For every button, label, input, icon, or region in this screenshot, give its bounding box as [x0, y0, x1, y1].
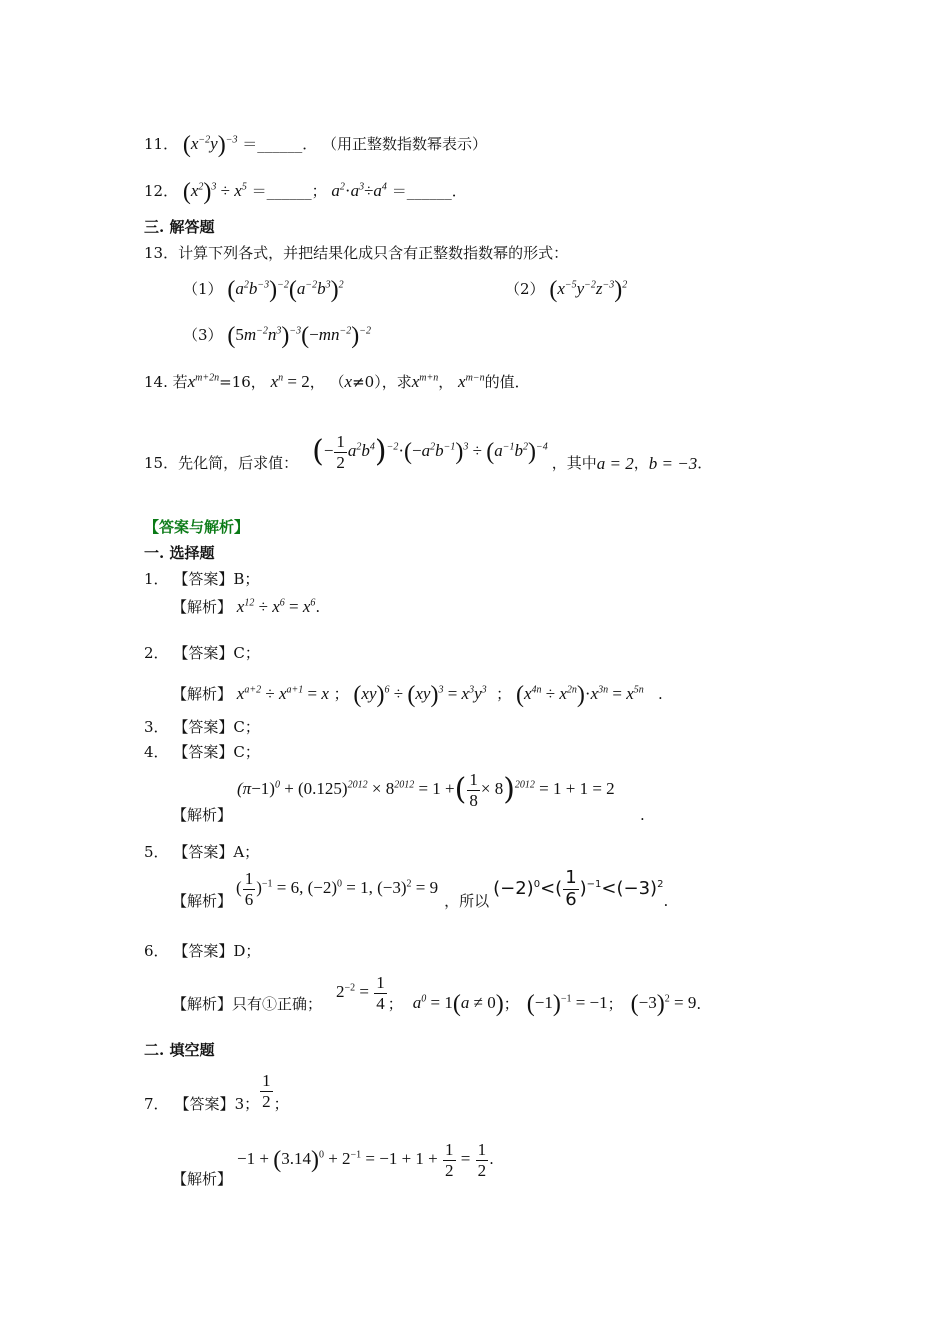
- q12-blank-2: ＝______．: [391, 181, 467, 200]
- a5-answer: [144, 845, 259, 860]
- q13-part-2-label: （2）: [505, 279, 545, 298]
- a6-exp-text: 只有①正确；: [232, 994, 323, 1013]
- a7-ans-fraction: $\frac{1}{2}$: [262, 1070, 271, 1111]
- a7-exp-label: 【解析】: [172, 1170, 233, 1188]
- q13-instruction: 13．计算下列各式，并把结果化成只含有正整数指数幂的形式：: [144, 244, 569, 262]
- q14-comma: ，: [438, 373, 454, 391]
- q11-expression: $(x^{-2}y)^{-3}$: [182, 132, 238, 158]
- a7-answer: 7． 【答案】 3； $\frac{1}{2}$ ；: [144, 1070, 289, 1113]
- a6-exp-label: 【解析】: [172, 994, 233, 1013]
- a2-ans-label: 【答案】: [173, 644, 234, 662]
- a5-exp-expression-1: ( $\frac{1}{6}$ )$^{-1}$ = 6, $(-2)^0 = 1$, $(-3)^2 = 9$: [236, 868, 439, 909]
- a1-exp-label: 【解析】: [172, 598, 233, 616]
- q14-cond-left: （: [329, 373, 345, 391]
- a2-answer: [144, 646, 260, 661]
- a1-number: 1．: [144, 570, 169, 588]
- q14-cond-right: ≠0），求: [352, 373, 412, 391]
- q13-part-2: [505, 278, 627, 302]
- q13-part-1-label: （1）: [183, 279, 223, 298]
- a7-ans-label: 【答案】: [174, 1094, 235, 1113]
- a6-ans-label: 【答案】: [173, 942, 234, 960]
- a2-explanation: 【解析】 $x^{a+2} \div x^{a+1} = x$ ； $(xy)^6 \div (xy)^3 = x^3y^3$ ； $(x^{4n} \div x^{2n})\cdot x^{3n} = x^{5n}$ .: [172, 682, 663, 708]
- q14-cond-var: x: [344, 372, 353, 391]
- q15-line: [144, 432, 712, 472]
- a4-explanation: [172, 808, 232, 823]
- q15-tail: ，其中: [551, 453, 597, 472]
- a5-ans-label: 【答案】: [173, 843, 234, 861]
- a4-number: 4．: [144, 743, 169, 761]
- a7-number: 7．: [144, 1094, 169, 1113]
- a5-so: ，所以: [444, 891, 490, 910]
- q14-term-3: $x^{m+n}$: [411, 372, 439, 391]
- a7-explanation: [172, 1172, 232, 1187]
- a3-number: 3．: [144, 718, 169, 736]
- q12-line: [144, 180, 467, 204]
- a6-exp-expression-4: $(-3)^2 = 9$: [630, 991, 697, 1017]
- section-2-heading: 二. 填空题: [144, 1041, 215, 1059]
- a3-answer: [144, 720, 260, 735]
- q13-part-1-expression: $(a^2b^{-3})^{-2}(a^{-2}b^3)^2$: [227, 277, 344, 303]
- q11-blank: ＝______．: [242, 134, 318, 153]
- a1-ans-value: B；: [233, 570, 260, 588]
- a4-answer: [144, 745, 260, 760]
- q14-tail: 的值．: [484, 373, 530, 391]
- section-1-heading: 一. 选择题: [144, 544, 215, 562]
- a6-exp-expression-3: $(-1)^{-1} = -1$: [526, 991, 608, 1017]
- a2-exp-expression-3: $(x^{4n} \div x^{2n})\cdot x^{3n} = x^{5n}$: [515, 682, 644, 708]
- q14-term-4: $x^{m-n}$: [458, 372, 485, 391]
- q12-number: 12．: [144, 181, 179, 200]
- a5-explanation: [172, 866, 668, 912]
- a7-ans-value: 3；: [234, 1094, 260, 1113]
- q14-eq-1: =16，: [219, 373, 266, 391]
- q15-b-cond: b = −3: [648, 453, 698, 473]
- q13-part-3-expression: $(5m^{-2}n^3)^{-3}(-mn^{-2})^{-2}$: [227, 323, 371, 349]
- q15-comma: ，: [633, 453, 649, 472]
- a4-period: .: [640, 806, 645, 824]
- a2-number: 2．: [144, 644, 169, 662]
- a2-exp-expression-1: $x^{a+2} \div x^{a+1} = x$: [236, 683, 329, 703]
- q14-sep: ，: [309, 373, 325, 391]
- a6-exp-expression-2: $a^0 = 1(a \ne 0)$: [412, 991, 504, 1017]
- a7-explanation-expression: $-1 + (3.14)^0 + 2^{-1} = -1 + 1$ + $\frac{1}{2}$ = $\frac{1}{2}$ .: [237, 1140, 494, 1180]
- a4-ans-label: 【答案】: [173, 743, 234, 761]
- q15-lead: 15．先化简，后求值：: [144, 453, 299, 472]
- a3-ans-value: C；: [233, 718, 260, 736]
- q12-blank-1: ＝______；: [251, 181, 327, 200]
- q15-a-cond: a = 2: [596, 453, 634, 473]
- q15-expression: (− $\frac{1}{2}$ $a^2b^4)^{-2}\cdot(-a^2b^{-1})^3 \div (a^{-1}b^2)^{-4}$: [312, 431, 548, 472]
- a6-ans-value: D；: [233, 942, 261, 960]
- a2-exp-label: 【解析】: [172, 684, 233, 703]
- q11-line: [144, 133, 487, 157]
- q14-lead: 14. 若: [144, 373, 188, 391]
- a1-answer: [144, 572, 259, 587]
- q11-number: 11．: [144, 134, 179, 153]
- q15-end: ．: [697, 453, 713, 472]
- a5-exp-expression-2: $(-2)^0<$( $\frac{1}{6}$ )$^{-1}<(-3)^2$: [493, 866, 664, 910]
- a3-ans-label: 【答案】: [173, 718, 234, 736]
- section-3-heading: 三. 解答题: [144, 218, 215, 236]
- a6-answer: [144, 944, 260, 959]
- answers-heading: 【答案与解析】: [144, 518, 250, 536]
- a5-number: 5．: [144, 843, 169, 861]
- a5-exp-label: 【解析】: [172, 891, 233, 910]
- q13-part-3-label: （3）: [183, 325, 223, 344]
- a2-exp-expression-2: $(xy)^6 \div (xy)^3 = x^3y^3$: [353, 682, 487, 708]
- a4-exp-label: 【解析】: [172, 806, 233, 824]
- q14-term-2: $x^n = 2$: [270, 372, 310, 391]
- a6-number: 6．: [144, 942, 169, 960]
- a6-exp-expression-1: $2^{-2}$ = $\frac{1}{4}$: [336, 972, 385, 1013]
- a4-explanation-expression: $(\pi-1)^0 + (0.125)^{2012} \times 8^{2012} = 1$ +( $\frac{1}{8}$ × 8)$^{2012}$ = 1 + 1 = 2: [237, 770, 615, 810]
- q11-note: （用正整数指数幂表示）: [322, 134, 488, 153]
- a4-ans-value: C；: [233, 743, 260, 761]
- q14-term-1: $x^{m+2n}$: [187, 372, 220, 391]
- q13-part-1: [183, 278, 344, 302]
- a5-ans-value: A；: [233, 843, 260, 861]
- a1-ans-label: 【答案】: [173, 570, 234, 588]
- a5-period: .: [663, 891, 669, 910]
- q12-expression-2: $a^2\cdot a^3\div a^4$: [331, 180, 387, 200]
- a1-exp-expression: $x^{12} \div x^6 = x^6$: [236, 597, 316, 616]
- q13-part-2-expression: $(x^{-5}y^{-2}z^{-3})^2$: [549, 277, 628, 303]
- a2-ans-value: C；: [233, 644, 260, 662]
- q14-line: [144, 373, 530, 390]
- q12-expression-1: $(x^2)^3 \div x^5$: [182, 179, 247, 205]
- q13-part-3: [183, 324, 371, 348]
- a1-explanation: 【解析】 $x^{12} \div x^6 = x^6$.: [172, 597, 321, 616]
- a6-explanation: 【解析】 只有①正确； $2^{-2}$ = $\frac{1}{4}$ ； $a^0 = 1(a \ne 0)$ ； $(-1)^{-1} = -1$ ； $(-3)^2 = 9$ .: [172, 972, 702, 1017]
